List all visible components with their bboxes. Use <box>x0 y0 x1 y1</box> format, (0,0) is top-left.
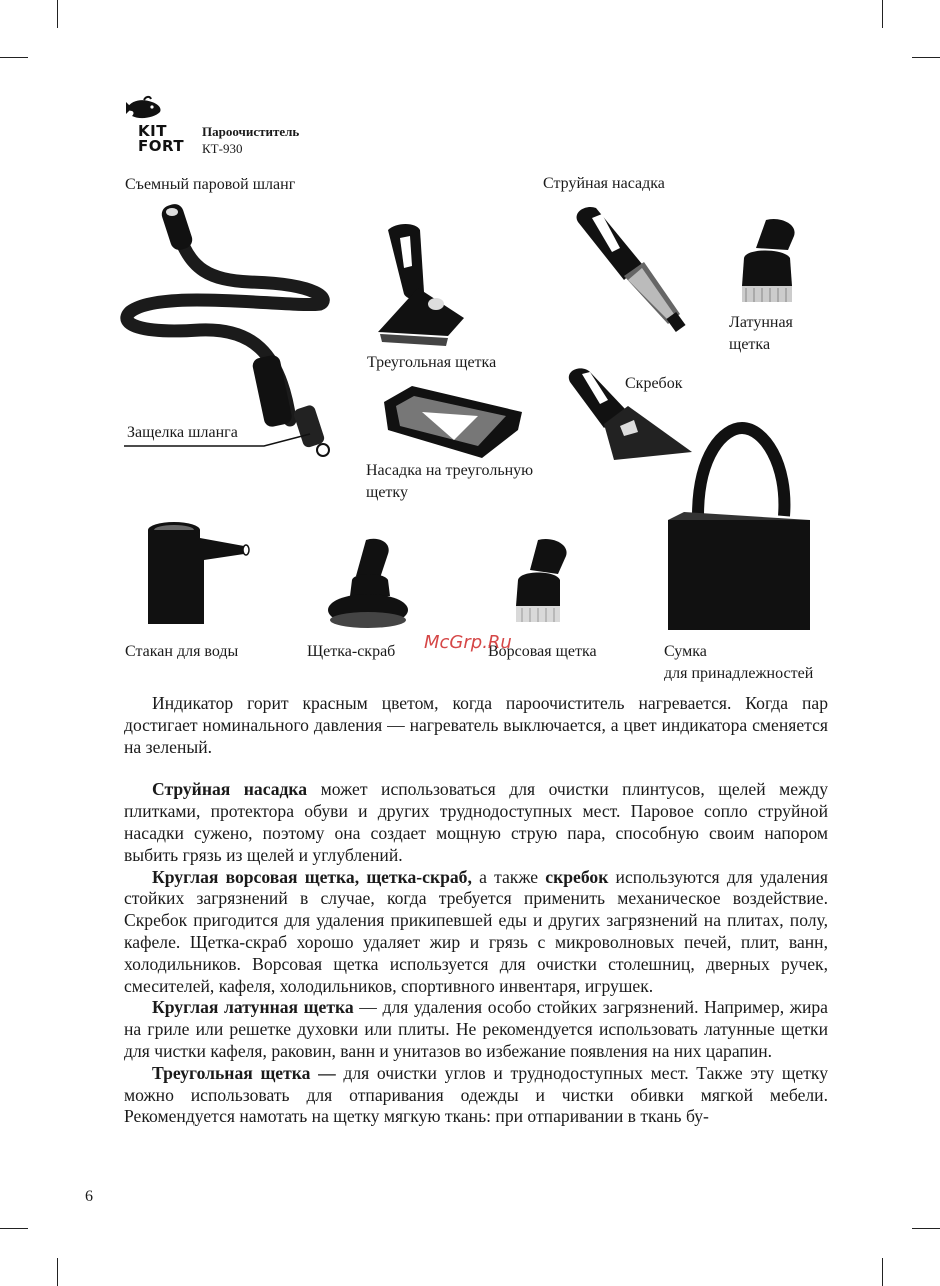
page-number: 6 <box>85 1188 93 1205</box>
logo-line-kit: KIT <box>138 122 167 140</box>
label-bag-line2: для принадлежностей <box>664 665 814 682</box>
triangle-pad-image <box>382 382 532 462</box>
product-title: Пароочиститель <box>202 124 300 139</box>
label-scraper: Скребок <box>625 375 683 392</box>
label-triangle-brush: Треугольная щетка <box>367 354 497 371</box>
paragraph-triangle-brush <box>124 1063 828 1128</box>
steam-hose-image <box>120 200 340 460</box>
jet-nozzle-image <box>572 204 692 334</box>
kitfort-logo <box>138 124 188 154</box>
label-triangle-pad-line2: щетку <box>366 484 408 501</box>
paragraph-text: может использоваться для очистки плинтусов, щелей между плитками, протектора обуви и других труднодоступных мест. Паровое сопло струйной насадки сужено, поэтому она создает мощную струю пара, способную своим напором выбить грязь из щелей и углублений. <box>124 779 828 865</box>
paragraph-jet-nozzle <box>124 779 828 866</box>
paragraph-brass-brush <box>124 997 828 1062</box>
paragraph-indicator: Индикатор горит красным цветом, когда пароочиститель нагревается. Когда пар достигает номинального давления — нагреватель выключается, а цвет индикатора сменяется на зеленый. <box>124 693 828 757</box>
scrub-brush-image <box>326 536 412 636</box>
crop-mark <box>882 0 883 28</box>
term-brushes: Круглая ворсовая щетка, щетка-скраб, <box>152 866 472 887</box>
watermark: McGrp.Ru <box>424 632 512 653</box>
term-brass-brush: Круглая латунная щетка <box>152 997 354 1018</box>
label-hose-latch: Защелка шланга <box>127 424 238 441</box>
crop-mark <box>0 57 28 58</box>
paragraph-text: для очистки углов и труднодоступных мест. Также эту щетку можно использовать для отпаривания одежды и чистки обивки мягкой мебели. Рекомендуется намотать на щетку мягкую ткань: при отпаривании в ткань бу- <box>124 1062 829 1127</box>
crop-mark <box>0 1228 28 1229</box>
bristle-brush-image <box>508 536 578 626</box>
paragraph-text: а также <box>471 866 546 887</box>
crop-mark <box>57 1258 58 1286</box>
product-model: КТ-930 <box>202 141 243 156</box>
label-hose: Съемный паровой шланг <box>125 176 296 193</box>
label-brass-brush-line2: щетка <box>729 336 771 353</box>
water-cup-image <box>144 520 254 630</box>
paragraph-text: — для удаления особо стойких загрязнений. Например, жира на гриле или решетке духовки или плиты. Не рекомендуется использовать латунные щетки для чистки кафеля, раковин, ванн и унитазов во избежание появления на них царапин. <box>124 997 828 1061</box>
kitfort-logo-icon <box>124 96 164 124</box>
term-triangle-brush: Треугольная щетка — <box>152 1062 336 1083</box>
term-jet-nozzle: Струйная насадка <box>152 779 308 800</box>
label-triangle-pad-line1: Насадка на треугольную <box>366 462 534 479</box>
label-brass-brush-line1: Латунная <box>729 314 793 331</box>
crop-mark <box>912 57 940 58</box>
label-water-cup: Стакан для воды <box>125 643 239 660</box>
logo-line-fort: FORT <box>138 137 185 155</box>
crop-mark <box>912 1228 940 1229</box>
crop-mark <box>882 1258 883 1286</box>
paragraph-brushes <box>124 867 828 998</box>
label-scrub-brush: Щетка-скраб <box>307 643 396 660</box>
accessory-bag-image <box>664 424 814 634</box>
brass-brush-image <box>736 216 806 306</box>
label-jet-nozzle: Струйная насадка <box>543 175 665 192</box>
body-text <box>124 693 828 1128</box>
crop-mark <box>57 0 58 28</box>
label-bristle-brush: Ворсовая щетка <box>488 643 597 660</box>
term-scraper: скребок <box>545 866 609 887</box>
triangle-brush-image <box>376 222 476 352</box>
label-bag-line1: Сумка <box>664 643 707 660</box>
paragraph-text: используются для удаления стойких загрязнений в случае, когда требуется применить механическое воздействие. Скребок пригодится для удаления прикипевшей еды и других загрязнений на плитах, полу, кафеле. Щетка-скраб хорошо удаляет жир и грязь с микроволновых печей, плит, ванн, холодильников. Ворсовая щетка используется для очистки столешниц, дверных ручек, смесителей, кафеля, холодильников, спортивного инвентаря, игрушек. <box>124 866 828 996</box>
